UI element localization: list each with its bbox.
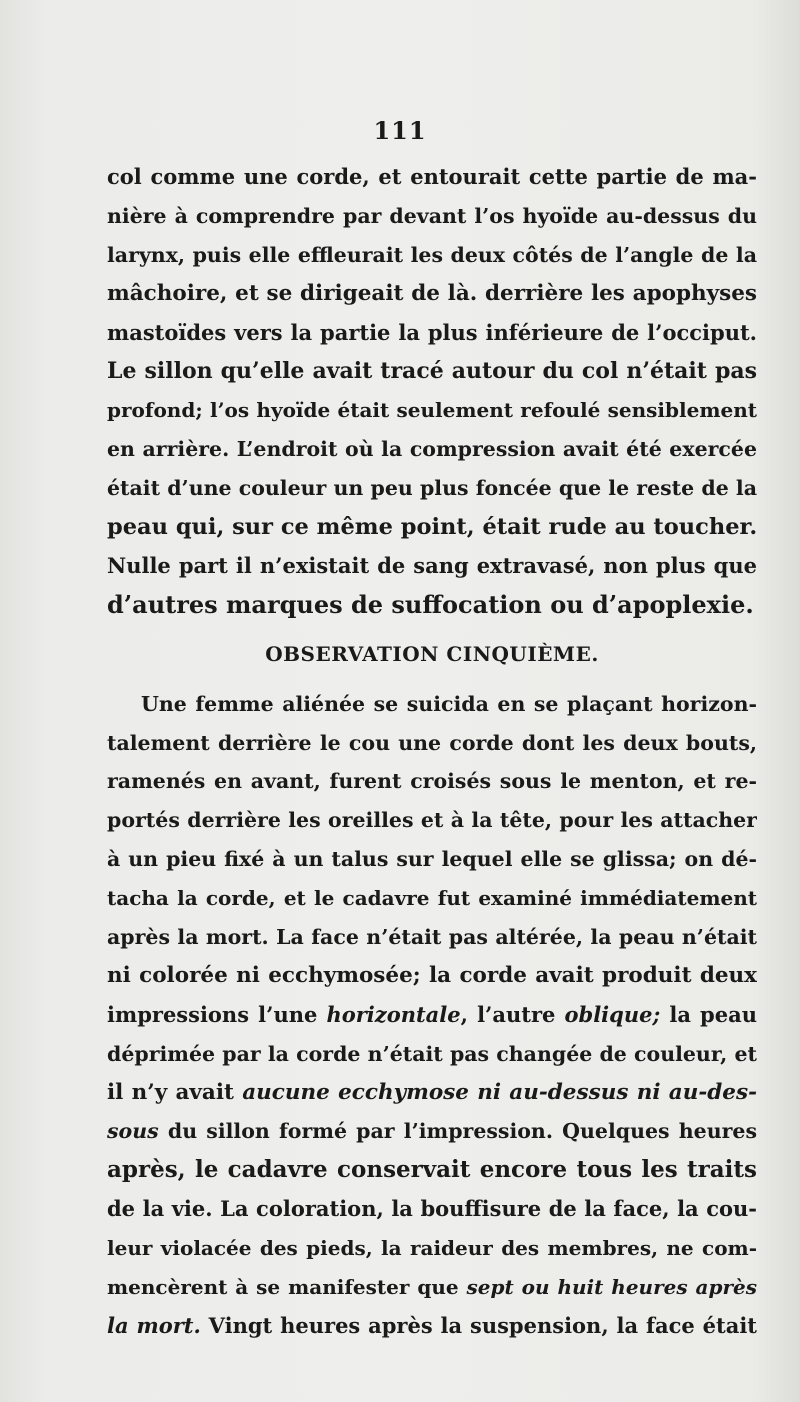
italic-run: sous bbox=[107, 1119, 159, 1144]
text-line: peau qui, sur ce même point, était rude au toucher. bbox=[107, 514, 757, 541]
text-line bbox=[107, 1112, 757, 1151]
text-line: Nulle part il n’existait de sang extravasé, non plus que bbox=[107, 552, 757, 578]
text-line: profond; l’os hyoïde était seulement refoulé sensiblement bbox=[107, 398, 757, 423]
text-line: était d’une couleur un peu plus foncée que le reste de la bbox=[107, 476, 757, 501]
text-run: il n’y avait bbox=[107, 1079, 243, 1105]
italic-run: oblique; bbox=[564, 1001, 661, 1027]
italic-run: aucune ecchymose ni au-dessus ni au-des- bbox=[242, 1079, 757, 1105]
text-run: Vingt heures après la suspension, la face était bbox=[200, 1312, 757, 1338]
text-line: talement derrière le cou une corde dont les deux bouts, bbox=[107, 730, 757, 755]
text-line: nière à comprendre par devant l’os hyoïde au-dessus du bbox=[107, 203, 757, 228]
text-run: du sillon formé par l’impression. Quelques heures bbox=[158, 1119, 757, 1144]
text-run: , l’autre bbox=[460, 1001, 565, 1027]
text-line: portés derrière les oreilles et à la tête, pour les attacher bbox=[107, 808, 757, 833]
text-line: mastoïdes vers la partie la plus inférieure de l’occiput. bbox=[107, 319, 757, 345]
text-line: col comme une corde, et entourait cette partie de ma- bbox=[107, 164, 757, 189]
text-line: ni colorée ni ecchymosée; la corde avait produit deux bbox=[107, 962, 757, 988]
text-run: impressions l’une bbox=[107, 1001, 327, 1027]
text-line: ramenés en avant, furent croisés sous le menton, et re- bbox=[107, 769, 757, 794]
text-line bbox=[107, 1074, 757, 1113]
page-number: 111 bbox=[373, 116, 427, 145]
text-line: mâchoire, et se dirigeait de là. derrière les apophyses bbox=[107, 280, 757, 306]
text-line: Le sillon qu’elle avait tracé autour du col n’était pas bbox=[107, 358, 757, 385]
text-line bbox=[107, 1268, 757, 1307]
section-heading: OBSERVATION CINQUIÈME. bbox=[265, 641, 599, 666]
text-line: leur violacée des pieds, la raideur des membres, ne com- bbox=[107, 1236, 757, 1261]
text-line: en arrière. L’endroit où la compression avait été exercée bbox=[107, 437, 757, 462]
text-line: larynx, puis elle effleurait les deux côtés de l’angle de la bbox=[107, 242, 757, 267]
italic-run: horizontale bbox=[326, 1001, 461, 1027]
italic-run: la mort. bbox=[107, 1312, 201, 1338]
text-line: après, le cadavre conservait encore tous les traits bbox=[107, 1156, 757, 1184]
text-line bbox=[107, 1307, 757, 1346]
text-run: la peau bbox=[660, 1001, 757, 1027]
italic-run: sept ou huit heures après bbox=[466, 1275, 757, 1300]
text-run: mencèrent à se manifester que bbox=[107, 1275, 467, 1300]
text-line: après la mort. La face n’était pas altérée, la peau n’était bbox=[107, 925, 757, 950]
text-line: Une femme aliénée se suicida en se plaçant horizon- bbox=[141, 691, 757, 716]
text-line: tacha la corde, et le cadavre fut examiné immédiatement bbox=[107, 886, 757, 911]
body-text bbox=[107, 158, 757, 1346]
text-line: de la vie. La coloration, la bouffisure de la face, la cou- bbox=[107, 1196, 757, 1222]
text-line bbox=[107, 996, 757, 1035]
text-line: à un pieu fixé à un talus sur lequel elle se glissa; on dé- bbox=[107, 847, 757, 872]
text-line: d’autres marques de suffocation ou d’apoplexie. bbox=[107, 589, 754, 619]
text-line: déprimée par la corde n’était pas changée de couleur, et bbox=[107, 1041, 757, 1066]
